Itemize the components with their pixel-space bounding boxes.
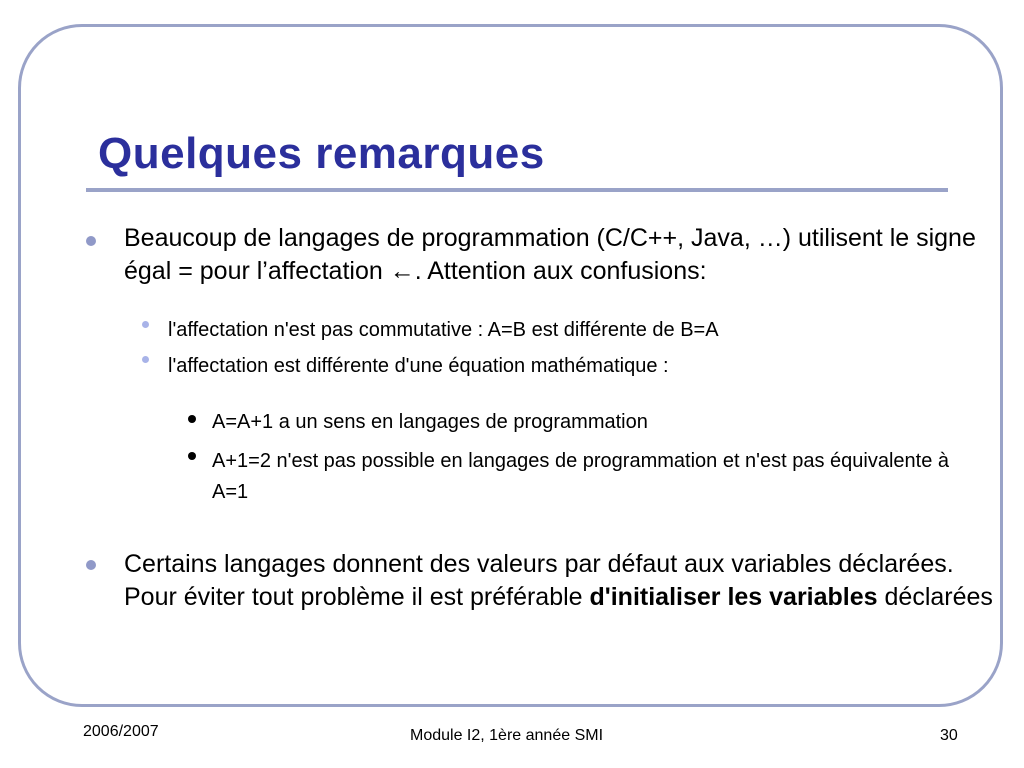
- page-number: 30: [940, 727, 958, 744]
- sub-sub-bullet-icon: [188, 415, 196, 423]
- bullet-2-suffix: déclarées: [877, 583, 993, 611]
- footer-center: Module I2, 1ère année SMI: [410, 727, 604, 744]
- sub-bullet-icon: [142, 321, 149, 328]
- sub-sub-bullet-icon: [188, 452, 196, 460]
- bullet-2-bold: d'initialiser les variables: [589, 583, 878, 611]
- sub-item-1: l'affectation n'est pas commutative : A=B est différente de B=A: [168, 319, 719, 341]
- bullet-2-prefix: Certains langages donnent des valeurs par défaut aux variables déclarées. Pour éviter tout problème il est préférable: [124, 550, 954, 611]
- bullet-1-text: Beaucoup de langages de programmation (C/C++, Java, …) utilisent le signe égal = pour l’affectation ←. Attention aux confusions:: [124, 224, 976, 285]
- bullet-2-text: [124, 548, 1004, 614]
- sub-sub-item-2: A+1=2 n'est pas possible en langages de programmation et n'est pas équivalente à A=1: [212, 450, 950, 503]
- bullet-icon: [86, 236, 96, 246]
- bullet-icon: [86, 560, 96, 570]
- sub-sub-item-1: A=A+1 a un sens en langages de programmation: [212, 411, 648, 433]
- title-underline: [86, 188, 948, 192]
- footer-date: 2006/2007: [83, 723, 159, 740]
- sub-item-2: l'affectation est différente d'une équation mathématique :: [168, 355, 669, 377]
- slide-title: Quelques remarques: [98, 129, 545, 178]
- sub-bullet-icon: [142, 356, 149, 363]
